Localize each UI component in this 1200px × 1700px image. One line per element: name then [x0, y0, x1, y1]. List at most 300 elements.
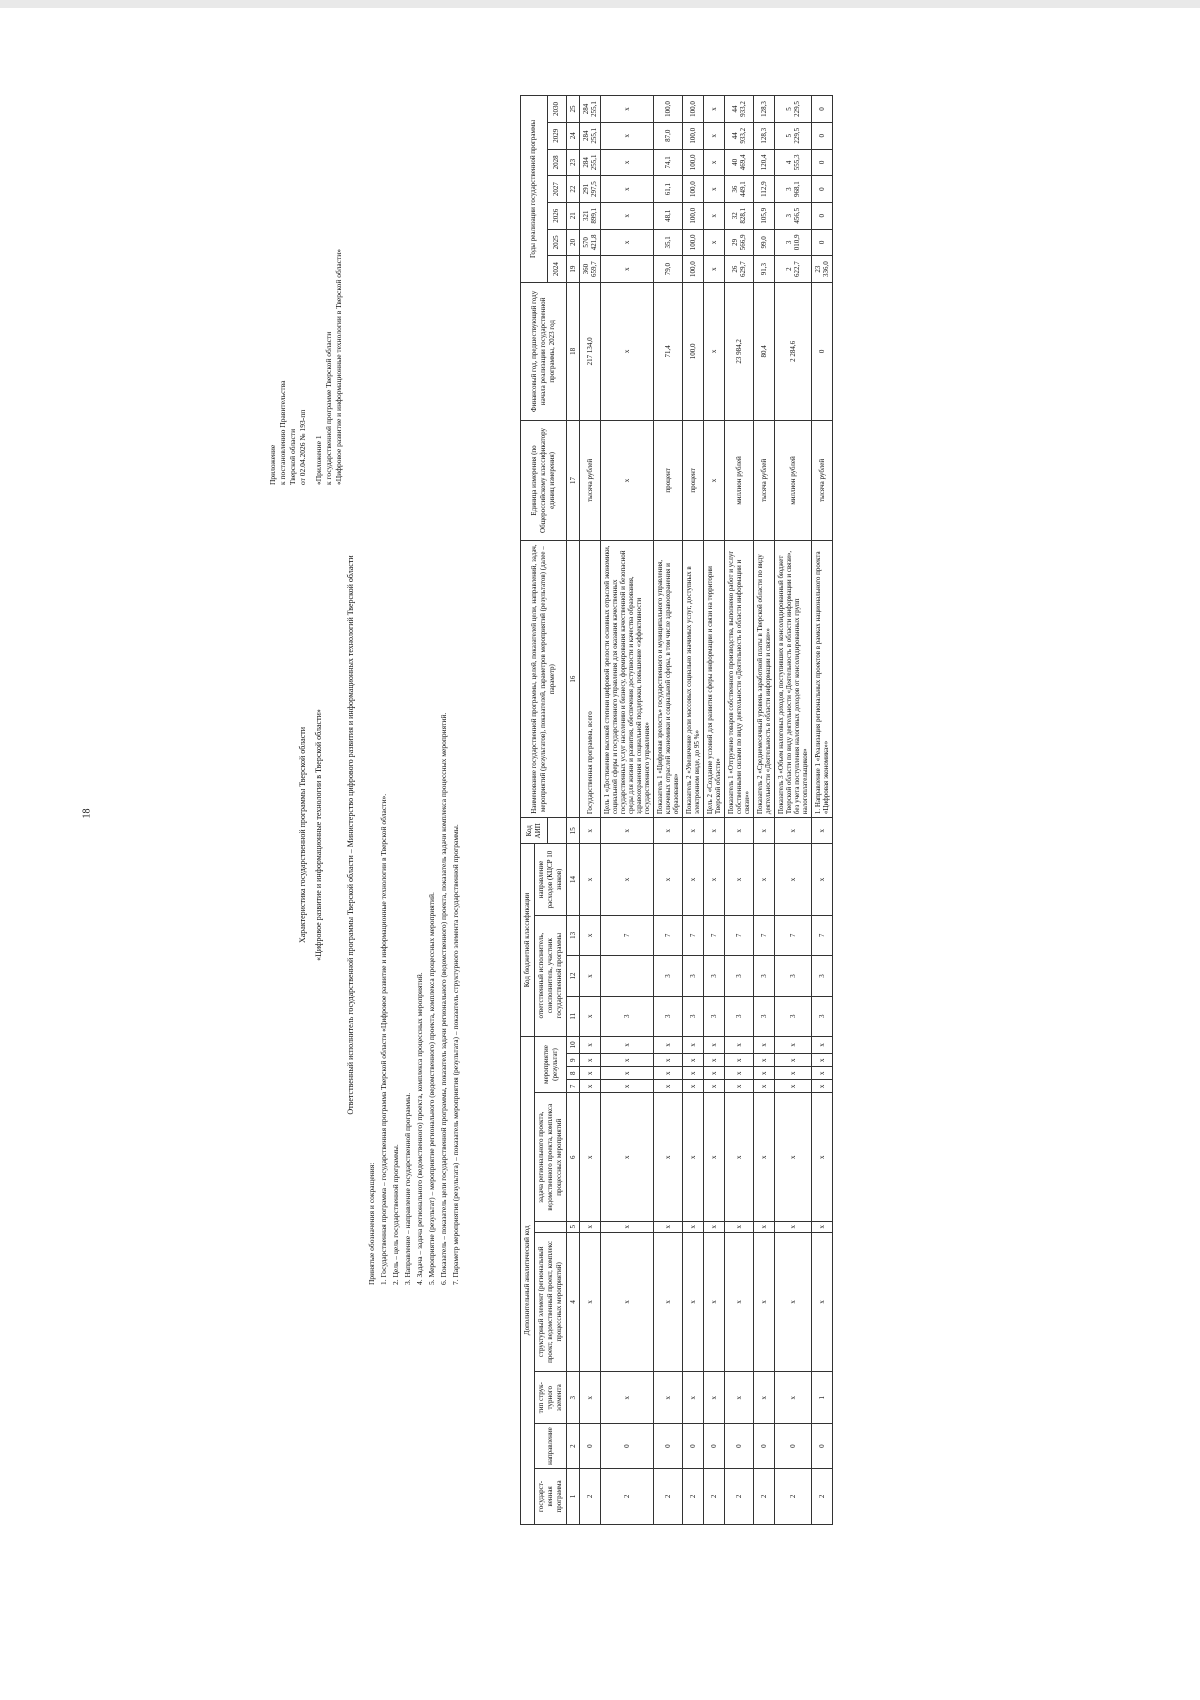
year-value-cell: 105,9 — [754, 202, 775, 229]
code-cell: x — [601, 1067, 654, 1080]
column-number: 7 — [567, 1080, 580, 1093]
column-number: 5 — [567, 1222, 580, 1233]
code-cell: 3 — [812, 996, 833, 1036]
code-cell: 0 — [683, 1424, 704, 1469]
code-cell: 2 — [683, 1468, 704, 1524]
code-cell: 3 — [775, 996, 812, 1036]
year-value-cell: 100,0 — [683, 176, 704, 203]
appendix-line: «Приложение 1 — [314, 435, 323, 485]
column-number: 25 — [567, 96, 580, 123]
code-cell: 7 — [775, 915, 812, 956]
table-row — [580, 96, 601, 1525]
code-cell: 7 — [812, 915, 833, 956]
program-table — [520, 95, 833, 1525]
year-value-cell: x — [704, 96, 725, 123]
column-number: 13 — [567, 915, 580, 956]
code-cell: x — [775, 1372, 812, 1424]
code-cell: x — [580, 996, 601, 1036]
code-cell: x — [580, 1232, 601, 1372]
table-row — [654, 96, 683, 1525]
code-cell: x — [683, 818, 704, 844]
fin-year-cell: 100,0 — [683, 282, 704, 420]
unit-cell: процент — [683, 420, 704, 540]
header-responsible: ответственный исполнитель, соисполнитель, участник государственной программы — [535, 915, 567, 1036]
year-value-cell: 61,1 — [654, 176, 683, 203]
code-cell: x — [754, 1222, 775, 1233]
code-cell: x — [812, 1054, 833, 1067]
table-row — [812, 96, 833, 1525]
header-struct-element-2 — [535, 1222, 567, 1233]
appendix-line: к постановлению Правительства — [278, 380, 287, 485]
header-unit: Единица измерения (по Общероссийскому классификатору единиц измерения) — [521, 420, 567, 540]
column-number: 23 — [567, 149, 580, 176]
code-cell: x — [683, 1222, 704, 1233]
header-year: 2026 — [547, 202, 566, 229]
year-value-cell: 4 555,3 — [775, 149, 812, 176]
code-cell: x — [754, 1093, 775, 1222]
year-value-cell: 44 933,2 — [725, 96, 754, 123]
column-number: 21 — [567, 202, 580, 229]
code-cell: 2 — [704, 1468, 725, 1524]
code-cell: 2 — [601, 1468, 654, 1524]
header-year: 2027 — [547, 176, 566, 203]
year-value-cell: 23 336,0 — [812, 256, 833, 283]
code-cell: 0 — [754, 1424, 775, 1469]
code-cell: 3 — [704, 996, 725, 1036]
year-value-cell: x — [704, 202, 725, 229]
code-cell: x — [775, 1067, 812, 1080]
code-cell: x — [775, 1036, 812, 1053]
year-value-cell: x — [704, 122, 725, 149]
name-cell: Показатель 3 «Объем налоговых доходов, поступивших в консолидированный бюджет Тверской области по виду деятельности «Деятельность в области информации и связи», без учета поступления налоговых доходов от консолидированных групп налогоплательщиков» — [775, 541, 812, 818]
appendix-line: Приложение — [268, 444, 277, 485]
code-cell: x — [654, 844, 683, 915]
abbreviation-item: 7. Параметр мероприятия (результата) – показатель мероприятия (результата) – показатель структурного элемента государственной программы. — [451, 824, 460, 1285]
code-cell: x — [580, 1036, 601, 1053]
year-value-cell: x — [704, 256, 725, 283]
code-cell: x — [812, 1222, 833, 1233]
year-value-cell: x — [704, 229, 725, 256]
column-number: 2 — [567, 1424, 580, 1469]
column-number: 6 — [567, 1093, 580, 1222]
code-cell: x — [704, 1067, 725, 1080]
code-cell: x — [775, 1093, 812, 1222]
abbreviation-item: 6. Показатель – показатель цели государственной программы, показатель задачи регионального (ведомственного) проекта, показатель задачи комплекса процессных мероприятий. — [439, 712, 448, 1285]
header-years-group: Годы реализации государственной программы — [521, 96, 548, 283]
year-value-cell: x — [704, 176, 725, 203]
code-cell: 3 — [812, 956, 833, 997]
abbreviation-item: 1. Государственная программа – государственная программа Тверской области «Цифровое развитие и информационные технологии в Тверской области». — [379, 793, 388, 1285]
header-struct-type: тип струк-турного элемента — [535, 1372, 567, 1424]
year-value-cell: 128,3 — [754, 96, 775, 123]
column-number: 22 — [567, 176, 580, 203]
abbreviation-item: Принятые обозначения и сокращения: — [367, 1162, 376, 1285]
column-number: 4 — [567, 1232, 580, 1372]
code-cell: x — [601, 1036, 654, 1053]
code-cell: x — [754, 844, 775, 915]
code-cell: x — [704, 1080, 725, 1093]
code-cell: x — [775, 1222, 812, 1233]
header-dop-code: Дополнительный аналитический код — [521, 1036, 535, 1524]
code-cell: x — [580, 1080, 601, 1093]
code-cell: x — [601, 1232, 654, 1372]
year-value-cell: x — [601, 122, 654, 149]
year-value-cell: 0 — [812, 122, 833, 149]
code-cell: x — [704, 1093, 725, 1222]
code-cell: x — [580, 1067, 601, 1080]
column-number: 18 — [567, 282, 580, 420]
code-cell: x — [754, 1067, 775, 1080]
year-value-cell: x — [601, 256, 654, 283]
code-cell: x — [775, 1080, 812, 1093]
code-cell: x — [812, 818, 833, 844]
code-cell: x — [704, 1054, 725, 1067]
year-value-cell: 3 010,9 — [775, 229, 812, 256]
code-cell: x — [683, 1036, 704, 1053]
column-number: 16 — [567, 541, 580, 818]
code-cell: 7 — [704, 915, 725, 956]
year-value-cell: 100,0 — [683, 96, 704, 123]
year-value-cell: 100,0 — [683, 122, 704, 149]
fin-year-cell: 2 284,6 — [775, 282, 812, 420]
column-number: 15 — [567, 818, 580, 844]
code-cell: 2 — [725, 1468, 754, 1524]
code-cell: 0 — [775, 1424, 812, 1469]
year-value-cell: x — [601, 176, 654, 203]
fin-year-cell: 217 134,0 — [580, 282, 601, 420]
year-value-cell: 360 659,7 — [580, 256, 601, 283]
header-name: Наименование государственной программы, целей, показателей цели, направлений, задач, мероприятий (результатов), показателей, параметров мероприятий (результатов) (далее – параметр) — [521, 541, 567, 818]
year-value-cell: x — [601, 96, 654, 123]
appendix-line: Тверской области — [288, 428, 297, 485]
code-cell: x — [812, 1080, 833, 1093]
year-value-cell: 3 456,5 — [775, 202, 812, 229]
column-number: 19 — [567, 256, 580, 283]
code-cell: 0 — [654, 1424, 683, 1469]
code-cell: 2 — [654, 1468, 683, 1524]
year-value-cell: 5 229,5 — [775, 122, 812, 149]
table-row — [775, 96, 812, 1525]
appendix-line: от 02.04.2026 № 193-пп — [298, 409, 307, 485]
code-cell: x — [683, 1067, 704, 1080]
code-cell: x — [580, 1054, 601, 1067]
code-cell: x — [601, 1054, 654, 1067]
document-page — [108, 85, 1138, 1585]
code-cell: 7 — [754, 915, 775, 956]
code-cell: x — [725, 1093, 754, 1222]
code-cell: x — [812, 844, 833, 915]
code-cell: 2 — [580, 1468, 601, 1524]
year-value-cell: x — [601, 149, 654, 176]
header-kod-aip: Код АИП — [521, 818, 548, 844]
code-cell: x — [654, 1232, 683, 1372]
year-value-cell: 99,0 — [754, 229, 775, 256]
code-cell: x — [654, 1036, 683, 1053]
year-value-cell: 128,3 — [754, 122, 775, 149]
code-cell: x — [601, 1372, 654, 1424]
unit-cell: процент — [654, 420, 683, 540]
code-cell: x — [812, 1232, 833, 1372]
header-task: задача регионального проекта, ведомственного проекта, комплекса процессных мероприятий — [535, 1093, 567, 1222]
code-cell: x — [725, 1054, 754, 1067]
column-number: 12 — [567, 956, 580, 997]
year-value-cell: 87,0 — [654, 122, 683, 149]
code-cell: 2 — [775, 1468, 812, 1524]
column-number: 11 — [567, 996, 580, 1036]
code-cell: x — [601, 844, 654, 915]
code-cell: 3 — [725, 956, 754, 997]
code-cell: x — [580, 915, 601, 956]
year-value-cell: 284 255,1 — [580, 122, 601, 149]
code-cell: x — [601, 1222, 654, 1233]
unit-cell: тысяча рублей — [812, 420, 833, 540]
code-cell: x — [654, 1372, 683, 1424]
scan-border — [0, 0, 1200, 8]
code-cell: 1 — [812, 1372, 833, 1424]
table-row — [683, 96, 704, 1525]
year-value-cell: x — [601, 202, 654, 229]
code-cell: x — [580, 1093, 601, 1222]
code-cell: 0 — [704, 1424, 725, 1469]
code-cell: x — [654, 1222, 683, 1233]
code-cell: 3 — [601, 996, 654, 1036]
year-value-cell: 120,4 — [754, 149, 775, 176]
code-cell: x — [704, 1222, 725, 1233]
abbreviations-list — [366, 385, 462, 1285]
unit-cell: тысяча рублей — [754, 420, 775, 540]
code-cell: x — [683, 1054, 704, 1067]
code-cell: 0 — [580, 1424, 601, 1469]
fin-year-cell: 0 — [812, 282, 833, 420]
document-subtitle: «Цифровое развитие и информационные технологии в Тверской области» — [314, 709, 323, 961]
code-cell: x — [754, 1372, 775, 1424]
code-cell: 3 — [725, 996, 754, 1036]
code-cell: x — [775, 1232, 812, 1372]
table-row — [601, 96, 654, 1525]
year-value-cell: 291 297,5 — [580, 176, 601, 203]
appendix-line: к государственной программе Тверской области — [324, 331, 333, 485]
column-number: 24 — [567, 122, 580, 149]
year-value-cell: 0 — [812, 202, 833, 229]
name-cell: 1. Направление 1 «Реализация региональных проектов в рамках национального проекта «Цифровая экономика»» — [812, 541, 833, 818]
code-cell: x — [704, 818, 725, 844]
code-cell — [601, 956, 654, 997]
fin-year-cell: 80,4 — [754, 282, 775, 420]
code-cell: 7 — [683, 915, 704, 956]
year-value-cell: 5 229,5 — [775, 96, 812, 123]
header-fin-year: Финансовый год, предшествующий году начала реализации государственной программы, 2023 год — [521, 282, 567, 420]
fin-year-cell: x — [704, 282, 725, 420]
code-cell: 2 — [812, 1468, 833, 1524]
abbreviation-item: 2. Цель – цель государственной программы. — [391, 1144, 400, 1285]
appendix-line: «Цифровое развитие и информационные технологии в Тверской области» — [334, 248, 343, 485]
unit-cell: тысяча рублей — [580, 420, 601, 540]
code-cell: 7 — [725, 915, 754, 956]
executor-line: Ответственный исполнитель государственной программы Тверской области – Министерство цифрового развития и информационных технологий Тверской области — [346, 555, 355, 1115]
code-cell: 3 — [683, 996, 704, 1036]
header-direction: направление — [535, 1424, 567, 1469]
code-cell: x — [704, 844, 725, 915]
code-cell: x — [775, 818, 812, 844]
code-cell: x — [812, 1067, 833, 1080]
code-cell: 3 — [754, 956, 775, 997]
year-value-cell: 91,3 — [754, 256, 775, 283]
column-number: 8 — [567, 1067, 580, 1080]
header-year: 2025 — [547, 229, 566, 256]
year-value-cell: 26 629,7 — [725, 256, 754, 283]
header-gp: государст-венная программа — [535, 1468, 567, 1524]
code-cell: 3 — [683, 956, 704, 997]
name-cell: Цель 2 «Создание условий для развития сферы информации и связи на территории Тверской области» — [704, 541, 725, 818]
document-title: Характеристика государственной программы Тверской области — [298, 726, 307, 944]
name-cell: Показатель 2 «Среднемесячный уровень заработной платы в Тверской области по виду деятельности «Деятельность в области информации и связи»» — [754, 541, 775, 818]
code-cell: x — [775, 844, 812, 915]
header-kod-aip-spacer — [547, 818, 566, 844]
fin-year-cell: 23 984,2 — [725, 282, 754, 420]
header-expense-direction: направление расходов (КЦСР 10 знаков) — [535, 844, 567, 915]
header-struct-element: структурный элемент (региональный проект, ведомственный проект, комплекс процессных мероприятий) — [535, 1232, 567, 1372]
code-cell: 2 — [754, 1468, 775, 1524]
name-cell: Государственная программа, всего — [580, 541, 601, 818]
code-cell: 0 — [601, 1424, 654, 1469]
code-cell: x — [704, 1232, 725, 1372]
code-cell: 0 — [725, 1424, 754, 1469]
table-row — [754, 96, 775, 1525]
column-numbers-row — [567, 96, 580, 1525]
code-cell: 0 — [812, 1424, 833, 1469]
code-cell: x — [725, 844, 754, 915]
year-value-cell: 0 — [812, 149, 833, 176]
year-value-cell: 0 — [812, 229, 833, 256]
column-number: 17 — [567, 420, 580, 540]
code-cell: x — [754, 1080, 775, 1093]
page-number: 18 — [81, 808, 93, 819]
code-cell: x — [601, 1093, 654, 1222]
table-row — [725, 96, 754, 1525]
header-year: 2028 — [547, 149, 566, 176]
year-value-cell: 44 933,2 — [725, 122, 754, 149]
name-cell: Показатель 1 «Цифровая зрелость» государственного и муниципального управления, ключевых отраслей экономики и социальной сферы, в том числе здравоохранения и образования» — [654, 541, 683, 818]
code-cell: x — [812, 1036, 833, 1053]
code-cell: x — [704, 1036, 725, 1053]
year-value-cell: 100,0 — [683, 256, 704, 283]
code-cell: x — [654, 1054, 683, 1067]
code-cell: x — [725, 1232, 754, 1372]
year-value-cell: 284 255,1 — [580, 149, 601, 176]
year-value-cell: 48,1 — [654, 202, 683, 229]
year-value-cell: x — [704, 149, 725, 176]
code-cell: x — [580, 956, 601, 997]
code-cell: x — [725, 818, 754, 844]
name-cell: Цель 1 «Достижение высокой степени цифровой зрелости основных отраслей экономики, социальной сферы и государственного управления для оказания качественных государственных услуг населению и бизнесу, формирования качественной и безопасной среды для жизни и развития, обеспечения доступности и качества образования, здравоохранения и социальной поддержки, повышение «эффективности государственного управления» — [601, 541, 654, 818]
year-value-cell: 112,9 — [754, 176, 775, 203]
code-cell: x — [654, 818, 683, 844]
year-value-cell: 29 566,9 — [725, 229, 754, 256]
header-year: 2024 — [547, 256, 566, 283]
code-cell: x — [683, 1372, 704, 1424]
header-year: 2029 — [547, 122, 566, 149]
code-cell: 3 — [754, 996, 775, 1036]
code-cell: x — [654, 1067, 683, 1080]
code-cell: x — [683, 1232, 704, 1372]
year-value-cell: 74,1 — [654, 149, 683, 176]
year-value-cell: 35,1 — [654, 229, 683, 256]
code-cell: x — [754, 1036, 775, 1053]
year-value-cell: x — [601, 229, 654, 256]
year-value-cell: 100,0 — [683, 202, 704, 229]
column-number: 14 — [567, 844, 580, 915]
year-value-cell: 2 622,7 — [775, 256, 812, 283]
year-value-cell: 321 899,1 — [580, 202, 601, 229]
code-cell: x — [754, 1232, 775, 1372]
unit-cell: x — [704, 420, 725, 540]
code-cell: x — [683, 1093, 704, 1222]
column-number: 20 — [567, 229, 580, 256]
name-cell: Показатель 2 «Увеличение доли массовых социально значимых услуг, доступных в электронном виде, до 95 %» — [683, 541, 704, 818]
code-cell: x — [580, 1372, 601, 1424]
code-cell: 3 — [654, 996, 683, 1036]
year-value-cell: 0 — [812, 96, 833, 123]
code-cell: x — [683, 844, 704, 915]
code-cell: x — [754, 818, 775, 844]
year-value-cell: 79,0 — [654, 256, 683, 283]
column-number: 1 — [567, 1468, 580, 1524]
code-cell: x — [725, 1222, 754, 1233]
unit-cell: миллион рублей — [725, 420, 754, 540]
code-cell: x — [725, 1067, 754, 1080]
fin-year-cell: 71,4 — [654, 282, 683, 420]
code-cell: x — [683, 1080, 704, 1093]
header-year: 2030 — [547, 96, 566, 123]
year-value-cell: 32 828,1 — [725, 202, 754, 229]
code-cell: x — [601, 1080, 654, 1093]
code-cell: x — [812, 1093, 833, 1222]
column-number: 3 — [567, 1372, 580, 1424]
table-row — [704, 96, 725, 1525]
code-cell: x — [580, 1222, 601, 1233]
year-value-cell: 284 255,1 — [580, 96, 601, 123]
code-cell: x — [654, 1093, 683, 1222]
column-number: 10 — [567, 1036, 580, 1053]
code-cell: x — [754, 1054, 775, 1067]
code-cell: x — [725, 1080, 754, 1093]
year-value-cell: 100,0 — [683, 229, 704, 256]
name-cell: Показатель 1 «Отгружено товаров собственного производства, выполнено работ и услуг собственными силами по виду деятельности «Деятельность в области информации и связи»» — [725, 541, 754, 818]
year-value-cell: 570 421,8 — [580, 229, 601, 256]
header-event: мероприятие (результат) — [535, 1036, 567, 1093]
abbreviation-item: 5. Мероприятие (результат) – мероприятие регионального (ведомственного) проекта, комплекса процессных мероприятий. — [427, 892, 436, 1285]
year-value-cell: 100,0 — [654, 96, 683, 123]
code-cell: x — [704, 1372, 725, 1424]
code-cell: x — [725, 1372, 754, 1424]
code-cell: x — [725, 1036, 754, 1053]
header-budget-code: Код бюджетной классификации — [521, 844, 535, 1036]
code-cell: x — [580, 818, 601, 844]
year-value-cell: 36 449,1 — [725, 176, 754, 203]
code-cell: 3 — [704, 956, 725, 997]
year-value-cell: 100,0 — [683, 149, 704, 176]
code-cell: 7 — [654, 915, 683, 956]
code-cell: x — [775, 1054, 812, 1067]
year-value-cell: 0 — [812, 176, 833, 203]
abbreviation-item: 4. Задача – задача регионального (ведомственного) проекта, комплекса процессных мероприятий. — [415, 972, 424, 1285]
abbreviation-item: 3. Направление – направление государственной программы. — [403, 1092, 412, 1285]
unit-cell: миллион рублей — [775, 420, 812, 540]
code-cell: x — [601, 818, 654, 844]
fin-year-cell: x — [601, 282, 654, 420]
code-cell: x — [654, 1080, 683, 1093]
year-value-cell: 40 469,4 — [725, 149, 754, 176]
